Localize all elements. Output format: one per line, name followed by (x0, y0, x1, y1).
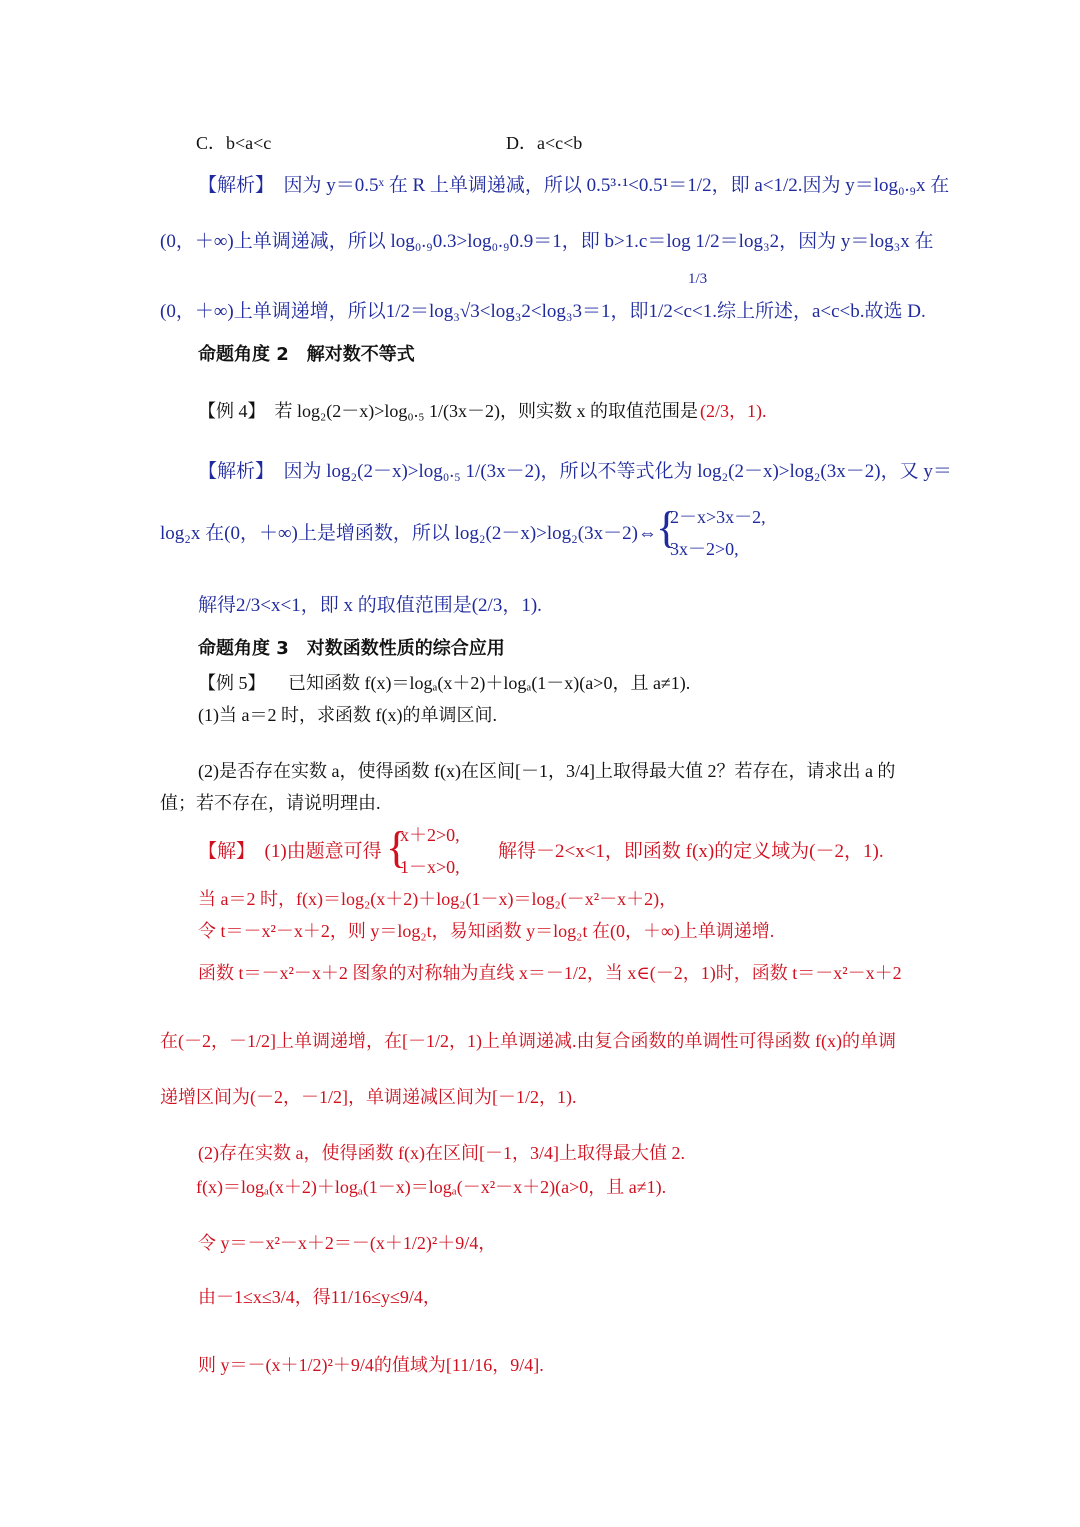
analysis1-line2-subscript: 1/3 (688, 271, 708, 287)
example5-q1: (1)当 a＝2 时，求函数 f(x)的单调区间. (198, 705, 497, 725)
solution-system-row1: x＋2>0, (400, 825, 460, 845)
solution-line3: 令 t＝－x²－x＋2，则 y＝log₂t，易知函数 y＝log₂t 在(0，＋∞)上单调递增. (198, 921, 775, 941)
solution-line6: 递增区间为(－2，－1/2]，单调递减区间为[－1/2，1). (160, 1087, 577, 1107)
solution-line1a: 【解】 (1)由题意可得 (198, 841, 382, 862)
analysis2-line3: 解得2/3<x<1，即 x 的取值范围是(2/3，1). (198, 595, 542, 616)
solution-line8: f(x)＝logₐ(x＋2)＋logₐ(1－x)＝logₐ(－x²－x＋2)(a>0，且 a≠1). (196, 1177, 667, 1197)
example4-text: 【例 4】 若 log₂(2－x)>log₀.₅ 1/(3x－2)，则实数 x 的取值范围是 (198, 401, 698, 421)
analysis1-line1: 【解析】 因为 y＝0.5ˣ 在 R 上单调递减，所以 0.5³·¹<0.5¹＝1/2，即 a<1/2.因为 y＝log₀.₉x 在 (198, 175, 950, 196)
example5-label: 【例 5】 (198, 673, 266, 693)
solution-system-brace: { (386, 823, 408, 872)
example5-q2-line2: 值；若不存在，请说明理由. (160, 793, 381, 813)
analysis2-line1: 【解析】 因为 log₂(2－x)>log₀.₅ 1/(3x－2)，所以不等式化为 log₂(2－x)>log₂(3x－2)，又 y＝ (198, 461, 952, 482)
analysis1-line2: (0，＋∞)上单调递减，所以 log₀.₉0.3>log₀.₉0.9＝1，即 b>1.c＝log 1/2＝log₃2，因为 y＝log₃x 在 (160, 231, 934, 252)
solution-system-row2: 1－x>0, (400, 857, 460, 877)
solution-line4: 函数 t＝－x²－x＋2 图象的对称轴为直线 x＝－1/2，当 x∈(－2，1)时，函数 t＝－x²－x＋2 (198, 963, 902, 983)
solution-line5: 在(－2，－1/2]上单调递增，在[－1/2，1)上单调递减.由复合函数的单调性可得函数 f(x)的单调 (160, 1031, 896, 1051)
analysis1-line3: (0，＋∞)上单调递增，所以1/2＝log₃√3<log₃2<log₃3＝1，即1/2<c<1.综上所述，a<c<b.故选 D. (160, 301, 926, 322)
example5-stem: 已知函数 f(x)＝logₐ(x＋2)＋logₐ(1－x)(a>0，且 a≠1). (288, 673, 691, 693)
analysis2-system-row2: 3x－2>0, (670, 539, 739, 559)
analysis2-system-brace: { (656, 503, 678, 552)
option-c: C．b<a<c (196, 133, 272, 153)
solution-line10: 由－1≤x≤3/4，得11/16≤y≤9/4， (198, 1287, 441, 1307)
solution-line1b: 解得－2<x<1，即函数 f(x)的定义域为(－2，1). (498, 841, 884, 862)
solution-line2: 当 a＝2 时，f(x)＝log₂(x＋2)＋log₂(1－x)＝log₂(－x²－x＋2)， (198, 889, 678, 909)
analysis2-system-row1: 2－x>3x－2, (670, 507, 766, 527)
section3-title: 命题角度 3 对数函数性质的综合应用 (198, 638, 505, 659)
solution-line11: 则 y＝－(x＋1/2)²＋9/4的值域为[11/16，9/4]. (198, 1355, 544, 1375)
example4-answer: (2/3，1). (700, 401, 767, 421)
solution-line7: (2)存在实数 a，使得函数 f(x)在区间[－1，3/4]上取得最大值 2. (198, 1143, 685, 1163)
analysis2-line2: log₂x 在(0，＋∞)上是增函数，所以 log₂(2－x)>log₂(3x－2)⇔ (160, 523, 657, 544)
example5-q2-line1: (2)是否存在实数 a，使得函数 f(x)在区间[－1，3/4]上取得最大值 2？若存在，请求出 a 的 (198, 761, 896, 781)
option-d: D．a<c<b (506, 133, 583, 153)
solution-line9: 令 y＝－x²－x＋2＝－(x＋1/2)²＋9/4， (198, 1233, 497, 1253)
section2-title: 命题角度 2 解对数不等式 (198, 344, 415, 365)
